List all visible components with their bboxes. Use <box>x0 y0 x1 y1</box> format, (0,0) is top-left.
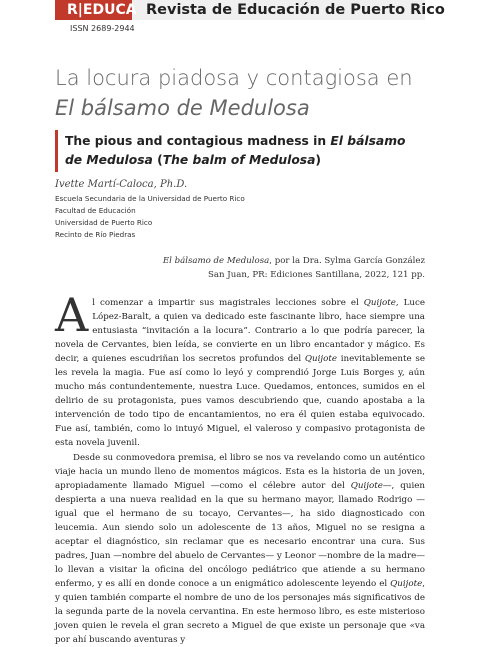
paragraph <box>55 288 425 451</box>
affiliation-line: Facultad de Educación <box>55 206 136 215</box>
citation-line2: San Juan, PR: Ediciones Santillana, 2022, 121 pp. <box>208 270 425 280</box>
text-run: —, quien despierta a una nueva realidad en la que su hermano mayor, llamado Rodrigo —igual que el hermano de su tocayo, Cervantes—, ha sido diagnosticado con leucemia. Aun siendo solo un adolescente de 13 años, Miguel no se resigna a aceptar el diagnóstico, sin reclamar que es necesario encontrar una cura. Sus padres, Juan —nombre del abuelo de Cervantes— y Leonor —nombre de la madre— lo llevan a visitar la oficina del oncólogo pediátrico que atiende a su hermano enfermo, y es allí en donde conoce a un enigmático adolescente leyendo el <box>55 480 425 589</box>
reviewed-book-citation <box>163 254 425 282</box>
title-es-line2: El bálsamo de Medulosa <box>55 96 310 120</box>
title-en-part4: The balm of Medulosa <box>162 153 316 167</box>
text-run-italic: Quijote <box>304 354 337 365</box>
title-en-part1: The pious and contagious madness in <box>65 134 331 148</box>
text-run: Desde su conmovedora premisa, el libro se nos va revelando como un auténtico viaje hacia un mundo lleno de momentos mágicos. Esta es la historia de un joven, apropiadamente llamado Miguel —como el célebre autor del <box>55 452 425 491</box>
title-en-part2: El bálsamo de Medulosa <box>65 134 406 167</box>
title-en-part5: ) <box>315 153 322 167</box>
text-run: inevitablemente se les revela la magia. Fue así como lo leyó y comprendió Jorge Luis Borges y, aún mucho más contundentemente, nuestra Luce. Quedamos, entonces, sumidos en el delirio de su protagonista, pues vamos descubriendo que, cuando apostaba a la intervención de todo tipo de encantamientos, no era él quien estaba equivocado. Fue así, también, como lo intuyó Miguel, el valeroso y compasivo protagonista de esta novela juvenil. <box>55 354 425 449</box>
text-run: , y quien también comparte el nombre de uno de los personajes más significativos de la segunda parte de la novela cervantina. En este hermoso libro, es este misterioso joven quien le revela el gran secreto a Miguel de que existe un personaje que «va por ahí buscando aventuras y <box>55 578 425 646</box>
author-name: Ivette Martí-Caloca, Ph.D. <box>55 179 188 190</box>
affiliation-line: Universidad de Puerto Rico <box>55 218 153 227</box>
drop-cap: A <box>55 288 89 342</box>
article-title-spanish <box>55 63 435 123</box>
text-run: , Luce López-Baralt, a quien va dedicado este fascinante libro, hace siempre una entusiasta “invitación a la locura”. Contrario a lo que podría parecer, la novela de Cervantes, bien leída, se convierte en un libro encantador y mágico. Es decir, a quienes escudriñan los secretos profundos del <box>55 298 425 365</box>
text-run-italic: Quijote <box>350 480 383 491</box>
author-affiliations <box>55 193 245 241</box>
article-title-english <box>65 132 425 170</box>
issn: ISSN 2689-2944 <box>70 24 135 33</box>
journal-title: Revista de Educación de Puerto Rico <box>146 2 445 18</box>
citation-author: , por la Dra. Sylma García González <box>269 256 425 266</box>
title-es-line1: La locura piadosa y contagiosa en <box>55 66 413 90</box>
journal-header <box>55 0 445 20</box>
title-en-part3: ( <box>152 153 163 167</box>
affiliation-line: Escuela Secundaria de la Universidad de Puerto Rico <box>55 194 245 203</box>
text-run-italic: Quijote <box>390 578 423 589</box>
journal-logo: R|EDUCA <box>55 0 132 20</box>
text-run-italic: Quijote <box>363 298 396 308</box>
title-accent-bar <box>55 130 58 172</box>
text-run: l comenzar a impartir sus magistrales lecciones sobre el <box>92 298 364 308</box>
paragraph <box>55 451 425 647</box>
citation-line1 <box>163 254 425 268</box>
affiliation-line: Recinto de Río Piedras <box>55 230 136 239</box>
article-body <box>55 288 425 647</box>
book-title: El bálsamo de Medulosa <box>162 256 270 266</box>
